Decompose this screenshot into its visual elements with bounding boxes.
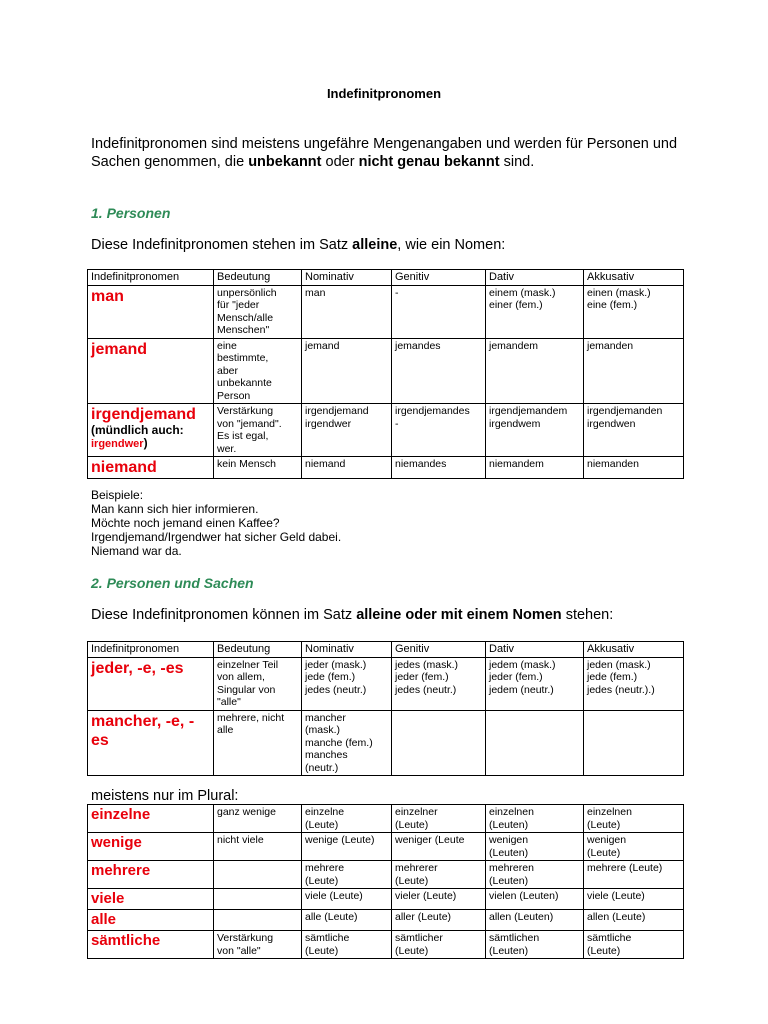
cell-line: einzelne [305, 806, 345, 818]
genitiv-cell [392, 805, 486, 833]
cell-line: Verstärkung [217, 932, 274, 944]
intro-text: Indefinitpronomen sind meistens ungefähre Mengenangaben und werden für Personen und Sachen genommen, die [91, 136, 678, 170]
dativ-cell [486, 931, 584, 959]
cell-line: irgendjemandes [395, 405, 470, 417]
dativ-cell [486, 657, 584, 710]
cell-line: vielen (Leuten) [489, 890, 559, 902]
plural-label: meistens nur im Plural: [91, 788, 239, 804]
cell-line: kein Mensch [217, 458, 276, 470]
cell-line: jemand [305, 339, 340, 352]
genitiv-cell [392, 338, 486, 404]
cell-line: eine [217, 339, 237, 352]
cell-line: sämtlichen [489, 932, 540, 944]
genitiv-cell [392, 657, 486, 710]
cell-line: einzelner Teil [217, 658, 279, 671]
note-text: (mündlich auch: [91, 423, 184, 437]
example-line: Irgendjemand/Irgendwer hat sicher Geld dabei. [91, 530, 342, 544]
cell-line: viele (Leute) [587, 890, 645, 902]
cell-line: von "jemand". [217, 417, 282, 430]
cell-line: jedes (neutr.).) [587, 683, 655, 696]
cell-line: alle (Leute) [305, 911, 358, 923]
cell-line: niemandem [489, 458, 544, 470]
dativ-cell [486, 861, 584, 889]
section2-lead [91, 606, 613, 624]
cell-line: jedes (mask.) [395, 658, 459, 671]
examples-block [91, 488, 341, 558]
cell-line: mehrere, nicht [217, 711, 285, 724]
cell-line: jedem (mask.) [489, 658, 556, 671]
cell-line: alle [217, 724, 234, 736]
cell-line: sämtlicher [395, 932, 443, 944]
cell-line: sämtliche [305, 932, 350, 944]
cell-line: Menschen" [217, 324, 270, 336]
cell-line: Mensch/alle [217, 311, 274, 324]
pronoun: niemand [91, 459, 157, 476]
cell-line: irgendjemand [305, 405, 369, 417]
column-header: Akkusativ [584, 270, 684, 286]
akkusativ-cell [584, 910, 684, 931]
column-header: Indefinitpronomen [88, 642, 214, 658]
nominativ-cell [302, 710, 392, 776]
pronoun-cell [88, 861, 214, 889]
dativ-cell [486, 910, 584, 931]
column-header: Dativ [486, 642, 584, 658]
bedeutung-cell [214, 833, 302, 861]
pronoun: alle [91, 911, 117, 928]
table-row [88, 404, 684, 457]
cell-line: ganz wenige [217, 806, 276, 818]
table-row [88, 338, 684, 404]
cell-line: viele (Leute) [305, 890, 363, 902]
cell-line: allen (Leuten) [489, 911, 554, 923]
cell-line: aller (Leute) [395, 911, 452, 923]
bedeutung-cell [214, 910, 302, 931]
bedeutung-cell [214, 710, 302, 776]
pronoun: wenige [91, 834, 142, 851]
cell-line: (Leuten) [489, 818, 529, 831]
bedeutung-cell [214, 338, 302, 404]
genitiv-cell [392, 861, 486, 889]
section1-lead [91, 236, 505, 254]
pronoun-cell [88, 710, 214, 776]
cell-line: allen (Leute) [587, 911, 646, 923]
pronoun-cell [88, 910, 214, 931]
cell-line: niemanden [587, 458, 639, 470]
cell-line: irgendwem [489, 417, 541, 430]
cell-line: (Leute) [587, 846, 621, 859]
cell-line: (Leuten) [489, 846, 529, 859]
bedeutung-cell [214, 931, 302, 959]
example-line: Man kann sich hier informieren. [91, 502, 259, 516]
pronoun: jemand [91, 340, 148, 358]
table-row [88, 285, 684, 338]
cell-line: mehrerer [395, 862, 438, 874]
dativ-cell [486, 805, 584, 833]
pronoun: jeder, -e, -es [91, 659, 184, 677]
akkusativ-cell [584, 861, 684, 889]
genitiv-cell [392, 931, 486, 959]
pronoun-cell [88, 404, 214, 457]
personen-table [87, 269, 684, 479]
column-header: Akkusativ [584, 642, 684, 658]
akkusativ-cell [584, 833, 684, 861]
intro-paragraph [91, 135, 691, 171]
cell-line: wenige (Leute) [305, 834, 375, 846]
example-line: Möchte noch jemand einen Kaffee? [91, 516, 280, 530]
cell-line: mehreren [489, 862, 534, 874]
pronoun-note [91, 424, 210, 451]
cell-line: - [395, 286, 399, 299]
cell-line: (Leute) [587, 944, 621, 957]
cell-line: jemanden [587, 339, 634, 352]
nominativ-cell [302, 285, 392, 338]
dativ-cell [486, 285, 584, 338]
bedeutung-cell [214, 404, 302, 457]
cell-line: jede (fem.) [587, 671, 638, 683]
cell-line: für "jeder [217, 299, 260, 311]
lead-text: Diese Indefinitpronomen stehen im Satz [91, 237, 353, 253]
cell-line: jedem (neutr.) [489, 683, 554, 696]
column-header: Dativ [486, 270, 584, 286]
nominativ-cell [302, 889, 392, 910]
cell-line: wer. [217, 442, 237, 455]
akkusativ-cell [584, 889, 684, 910]
nominativ-cell [302, 457, 392, 479]
table-row [88, 833, 684, 861]
cell-line: man [305, 286, 326, 299]
section-heading-personen-und-sachen: 2. Personen und Sachen [91, 575, 254, 591]
cell-line: irgendwer [305, 417, 352, 430]
table-row [88, 657, 684, 710]
bedeutung-cell [214, 805, 302, 833]
table-body [88, 805, 684, 959]
pronoun: mancher, -e, -es [91, 712, 195, 749]
lead-text: stehen: [561, 607, 614, 623]
table-row [88, 710, 684, 776]
cell-line: (Leute) [395, 944, 429, 957]
cell-line: jedes (neutr.) [395, 683, 457, 696]
nominativ-cell [302, 861, 392, 889]
cell-line: Person [217, 389, 251, 402]
lead-emphasis: alleine oder mit einem Nomen [356, 607, 562, 623]
page-title: Indefinitpronomen [326, 86, 442, 101]
cell-line: (Leute) [395, 874, 429, 887]
cell-line: einen (mask.) [587, 286, 651, 299]
cell-line: wenigen [587, 834, 627, 846]
cell-line: (Leute) [305, 818, 339, 831]
intro-text: sind. [499, 154, 535, 170]
cell-line: von allem, [217, 671, 265, 683]
table-body [88, 285, 684, 479]
cell-line: jeder (fem.) [489, 671, 543, 683]
pronoun: irgendjemand [91, 406, 196, 423]
cell-line: manche (fem.) [305, 736, 373, 749]
cell-line: einzelnen [587, 806, 632, 818]
personen-und-sachen-table [87, 641, 684, 776]
lead-emphasis: alleine [352, 237, 398, 253]
cell-line: jeder (fem.) [395, 671, 449, 683]
table-row [88, 889, 684, 910]
bedeutung-cell [214, 861, 302, 889]
cell-line: niemand [305, 458, 346, 470]
cell-line: mehrere (Leute) [587, 862, 663, 874]
genitiv-cell [392, 833, 486, 861]
pronoun: einzelne [91, 806, 151, 823]
nominativ-cell [302, 657, 392, 710]
dativ-cell [486, 889, 584, 910]
pronoun: mehrere [91, 862, 151, 879]
cell-line: (Leute) [305, 944, 339, 957]
cell-line: einzelner [395, 806, 438, 818]
dativ-cell [486, 457, 584, 479]
cell-line: (Leute) [587, 818, 621, 831]
nominativ-cell [302, 833, 392, 861]
cell-line: jeder (mask.) [305, 658, 367, 671]
nominativ-cell [302, 931, 392, 959]
cell-line: mancher [305, 711, 346, 724]
cell-line: eine (fem.) [587, 299, 638, 311]
cell-line: - [395, 417, 399, 430]
akkusativ-cell [584, 710, 684, 776]
cell-line: irgendjemandem [489, 405, 568, 417]
dativ-cell [486, 338, 584, 404]
cell-line: aber [217, 364, 239, 377]
intro-text: oder [321, 154, 359, 170]
cell-line: einem (mask.) [489, 286, 556, 299]
examples-label: Beispiele: [91, 488, 144, 502]
cell-line: Verstärkung [217, 405, 274, 417]
akkusativ-cell [584, 338, 684, 404]
pronoun-cell [88, 889, 214, 910]
column-header: Bedeutung [214, 270, 302, 286]
akkusativ-cell [584, 657, 684, 710]
table-row [88, 457, 684, 479]
genitiv-cell [392, 285, 486, 338]
table-row [88, 931, 684, 959]
pronoun-cell [88, 285, 214, 338]
cell-line: sämtliche [587, 932, 632, 944]
cell-line: bestimmte, [217, 352, 269, 364]
lead-text: Diese Indefinitpronomen können im Satz [91, 607, 357, 623]
cell-line: wenigen [489, 834, 529, 846]
dativ-cell [486, 710, 584, 776]
nominativ-cell [302, 404, 392, 457]
table-header-row [88, 270, 684, 286]
column-header: Genitiv [392, 642, 486, 658]
akkusativ-cell [584, 285, 684, 338]
column-header: Bedeutung [214, 642, 302, 658]
table-row [88, 861, 684, 889]
column-header: Genitiv [392, 270, 486, 286]
cell-line: einzelnen [489, 806, 534, 818]
genitiv-cell [392, 910, 486, 931]
cell-line: jedes (neutr.) [305, 683, 367, 696]
nominativ-cell [302, 338, 392, 404]
pronoun-cell [88, 657, 214, 710]
pronoun-cell [88, 833, 214, 861]
pronoun-cell [88, 805, 214, 833]
example-line: Niemand war da. [91, 544, 182, 558]
cell-line: unpersönlich [217, 286, 277, 299]
bedeutung-cell [214, 285, 302, 338]
note-red: irgendwer [91, 438, 144, 450]
akkusativ-cell [584, 805, 684, 833]
cell-line: jemandes [395, 339, 441, 352]
cell-line: jemandem [489, 339, 539, 352]
cell-line: jeden (mask.) [587, 658, 651, 671]
table-row [88, 910, 684, 931]
cell-line: (Leuten) [489, 944, 529, 957]
akkusativ-cell [584, 457, 684, 479]
cell-line: jede (fem.) [305, 671, 356, 683]
cell-line: manches [305, 749, 348, 761]
dativ-cell [486, 404, 584, 457]
note-text: ) [143, 436, 148, 450]
cell-line: von "alle" [217, 944, 261, 957]
cell-line: Singular von [217, 683, 276, 696]
column-header: Nominativ [302, 270, 392, 286]
intro-emphasis-unknown: unbekannt [248, 154, 322, 170]
intro-emphasis-not-exactly-known: nicht genau bekannt [358, 154, 500, 170]
bedeutung-cell [214, 657, 302, 710]
column-header: Nominativ [302, 642, 392, 658]
nominativ-cell [302, 910, 392, 931]
cell-line: (neutr.) [305, 761, 339, 774]
cell-line: einer (fem.) [489, 299, 543, 311]
pronoun-cell [88, 338, 214, 404]
plural-table [87, 804, 684, 959]
pronoun: man [91, 287, 124, 305]
pronoun: viele [91, 890, 125, 907]
nominativ-cell [302, 805, 392, 833]
pronoun: sämtliche [91, 932, 161, 949]
cell-line: irgendwen [587, 417, 636, 430]
cell-line: nicht viele [217, 834, 264, 846]
pronoun-cell [88, 457, 214, 479]
dativ-cell [486, 833, 584, 861]
table-header [88, 642, 684, 658]
lead-text: , wie ein Nomen: [397, 237, 506, 253]
bedeutung-cell [214, 457, 302, 479]
cell-line: "alle" [217, 696, 241, 708]
genitiv-cell [392, 889, 486, 910]
cell-line: irgendjemanden [587, 405, 663, 417]
genitiv-cell [392, 404, 486, 457]
cell-line: unbekannte [217, 377, 272, 389]
cell-line: Es ist egal, [217, 430, 269, 442]
table-header [88, 270, 684, 286]
cell-line: mehrere [305, 862, 345, 874]
table-row [88, 805, 684, 833]
cell-line: (Leute) [305, 874, 339, 887]
genitiv-cell [392, 457, 486, 479]
section-heading-personen: 1. Personen [91, 205, 171, 221]
cell-line: niemandes [395, 458, 447, 470]
bedeutung-cell [214, 889, 302, 910]
genitiv-cell [392, 710, 486, 776]
table-header-row [88, 642, 684, 658]
pronoun-cell [88, 931, 214, 959]
akkusativ-cell [584, 404, 684, 457]
cell-line: vieler (Leute) [395, 890, 457, 902]
cell-line: (mask.) [305, 724, 340, 736]
cell-line: (Leuten) [489, 874, 529, 887]
akkusativ-cell [584, 931, 684, 959]
cell-line: weniger (Leute [395, 834, 465, 846]
column-header: Indefinitpronomen [88, 270, 214, 286]
table-body [88, 657, 684, 776]
cell-line: (Leute) [395, 818, 429, 831]
